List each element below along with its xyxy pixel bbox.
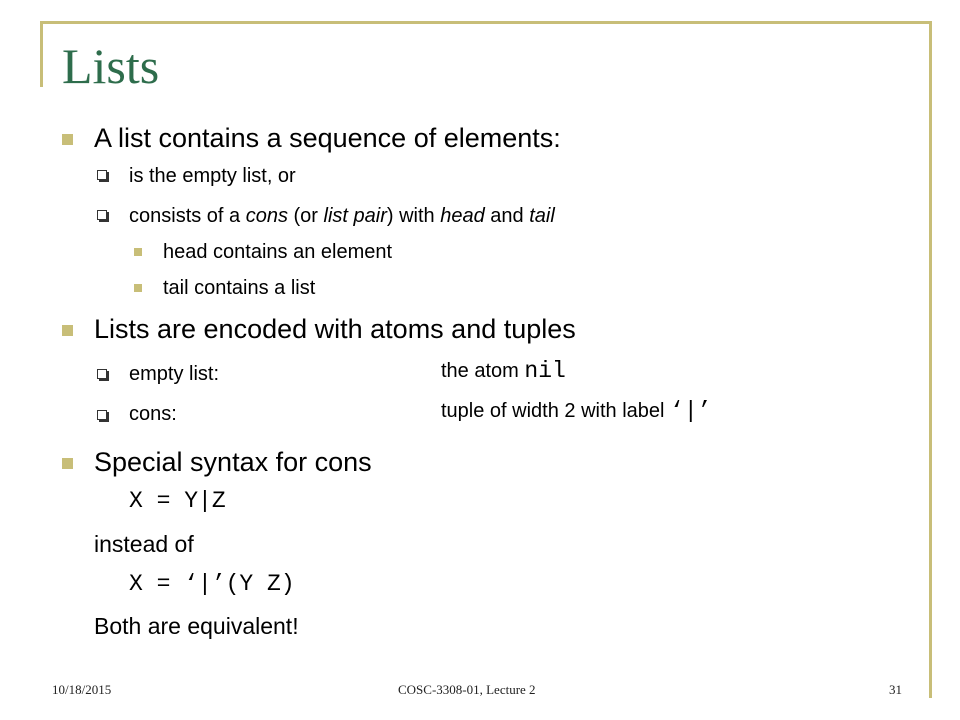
sub-bullet-cons-label: cons: [129,403,177,425]
cons-text-pre: consists of a [129,205,246,227]
box-bullet-icon [97,369,107,379]
cons-text-and: and [484,205,530,227]
square-bullet-icon [134,248,142,256]
sub-bullet-empty-value [441,358,566,384]
cons-term: cons [245,205,288,227]
frame-right-rule [929,21,932,698]
frame-left-rule [40,21,43,87]
slide-title: Lists [62,38,160,94]
sub-bullet-empty-list: is the empty list, or [129,165,296,187]
bar-label-code: ‘|’ [670,398,712,424]
cons-text-with: ) with [386,205,441,227]
cons-text-mid: (or [287,205,324,227]
sub-sub-bullet-tail: tail contains a list [163,277,316,299]
code-example-2: X = ‘|’(Y Z) [129,571,295,597]
footer-page-number: 31 [889,682,902,697]
sub-bullet-cons [129,204,555,228]
code-example-1: X = Y|Z [129,488,226,514]
instead-of-text: instead of [94,531,194,557]
tuple-text: tuple of width 2 with label [441,400,671,422]
box-bullet-icon [97,210,107,220]
box-bullet-icon [97,170,107,180]
square-bullet-icon [134,284,142,292]
nil-text: the atom [441,360,525,382]
sub-sub-bullet-head: head contains an element [163,241,393,263]
sub-bullet-cons-value [441,398,711,424]
square-bullet-icon [62,325,73,336]
bullet-encoding: Lists are encoded with atoms and tuples [94,314,576,344]
sub-bullet-empty-label: empty list: [129,363,220,385]
footer-date: 10/18/2015 [52,682,112,697]
nil-code: nil [524,358,566,384]
bullet-list-definition: A list contains a sequence of elements: [94,123,561,153]
square-bullet-icon [62,134,73,145]
square-bullet-icon [62,458,73,469]
tail-term: tail [529,205,555,227]
head-term: head [440,205,485,227]
bullet-special-syntax: Special syntax for cons [94,447,372,477]
equivalent-text: Both are equivalent! [94,613,299,639]
list-pair-term: list pair [323,205,387,227]
footer-course: COSC-3308-01, Lecture 2 [398,682,536,697]
frame-top-rule [40,21,932,24]
box-bullet-icon [97,410,107,420]
